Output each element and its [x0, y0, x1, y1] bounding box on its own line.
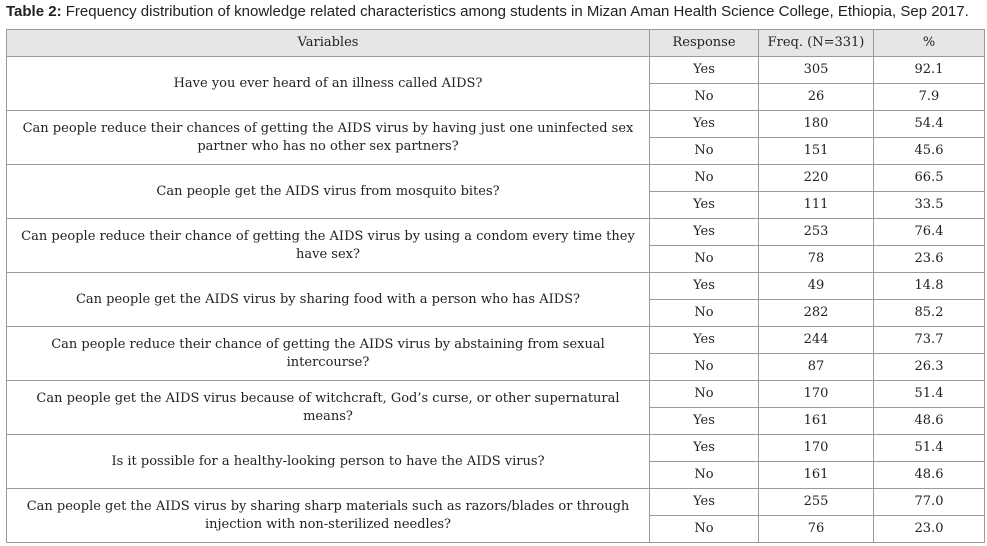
percent-cell: 54.4 — [874, 111, 985, 138]
percent-cell: 85.2 — [874, 300, 985, 327]
frequency-cell: 255 — [759, 489, 874, 516]
percent-cell: 73.7 — [874, 327, 985, 354]
table-row — [7, 57, 985, 84]
table-row — [7, 273, 985, 300]
table-row — [7, 165, 985, 192]
frequency-cell: 161 — [759, 462, 874, 489]
frequency-cell: 76 — [759, 516, 874, 543]
frequency-cell: 151 — [759, 138, 874, 165]
table-row — [7, 381, 985, 408]
percent-cell: 23.6 — [874, 246, 985, 273]
table-caption — [6, 3, 986, 21]
header-frequency: Freq. (N=331) — [759, 30, 874, 57]
response-cell: No — [650, 516, 759, 543]
percent-cell: 76.4 — [874, 219, 985, 246]
header-percent: % — [874, 30, 985, 57]
frequency-cell: 180 — [759, 111, 874, 138]
table-caption-label: Table 2: — [6, 3, 62, 20]
table-row — [7, 489, 985, 516]
frequency-cell: 220 — [759, 165, 874, 192]
percent-cell: 51.4 — [874, 381, 985, 408]
table-row — [7, 435, 985, 462]
response-cell: Yes — [650, 57, 759, 84]
variable-cell: Can people get the AIDS virus because of witchcraft, God’s curse, or other supernatural means? — [7, 381, 650, 435]
response-cell: No — [650, 381, 759, 408]
table-row — [7, 111, 985, 138]
response-cell: Yes — [650, 489, 759, 516]
percent-cell: 48.6 — [874, 408, 985, 435]
frequency-cell: 78 — [759, 246, 874, 273]
response-cell: No — [650, 354, 759, 381]
frequency-cell: 282 — [759, 300, 874, 327]
percent-cell: 14.8 — [874, 273, 985, 300]
knowledge-table — [6, 29, 985, 543]
percent-cell: 45.6 — [874, 138, 985, 165]
variable-cell: Have you ever heard of an illness called AIDS? — [7, 57, 650, 111]
response-cell: Yes — [650, 408, 759, 435]
response-cell: Yes — [650, 192, 759, 219]
percent-cell: 33.5 — [874, 192, 985, 219]
percent-cell: 48.6 — [874, 462, 985, 489]
variable-cell: Can people reduce their chance of getting the AIDS virus by using a condom every time they have sex? — [7, 219, 650, 273]
percent-cell: 92.1 — [874, 57, 985, 84]
frequency-cell: 87 — [759, 354, 874, 381]
frequency-cell: 111 — [759, 192, 874, 219]
percent-cell: 23.0 — [874, 516, 985, 543]
frequency-cell: 170 — [759, 381, 874, 408]
percent-cell: 7.9 — [874, 84, 985, 111]
frequency-cell: 49 — [759, 273, 874, 300]
response-cell: Yes — [650, 273, 759, 300]
response-cell: No — [650, 300, 759, 327]
variable-cell: Can people get the AIDS virus from mosquito bites? — [7, 165, 650, 219]
variable-cell: Can people reduce their chance of getting the AIDS virus by abstaining from sexual intercourse? — [7, 327, 650, 381]
variable-cell: Can people reduce their chances of getting the AIDS virus by having just one uninfected sex partner who has no other sex partners? — [7, 111, 650, 165]
frequency-cell: 26 — [759, 84, 874, 111]
percent-cell: 51.4 — [874, 435, 985, 462]
table-caption-text: Frequency distribution of knowledge related characteristics among students in Mizan Aman Health Science College, Ethiopia, Sep 2017. — [61, 3, 969, 20]
percent-cell: 26.3 — [874, 354, 985, 381]
response-cell: Yes — [650, 111, 759, 138]
frequency-cell: 244 — [759, 327, 874, 354]
variable-cell: Is it possible for a healthy-looking person to have the AIDS virus? — [7, 435, 650, 489]
table-row — [7, 327, 985, 354]
header-variables: Variables — [7, 30, 650, 57]
variable-cell: Can people get the AIDS virus by sharing food with a person who has AIDS? — [7, 273, 650, 327]
response-cell: No — [650, 165, 759, 192]
header-response: Response — [650, 30, 759, 57]
frequency-cell: 305 — [759, 57, 874, 84]
percent-cell: 66.5 — [874, 165, 985, 192]
response-cell: No — [650, 138, 759, 165]
frequency-cell: 253 — [759, 219, 874, 246]
response-cell: Yes — [650, 219, 759, 246]
response-cell: No — [650, 84, 759, 111]
frequency-cell: 170 — [759, 435, 874, 462]
header-row — [7, 30, 985, 57]
response-cell: Yes — [650, 327, 759, 354]
response-cell: No — [650, 246, 759, 273]
response-cell: Yes — [650, 435, 759, 462]
variable-cell: Can people get the AIDS virus by sharing sharp materials such as razors/blades or through injection with non-sterilized needles? — [7, 489, 650, 543]
table-row — [7, 219, 985, 246]
response-cell: No — [650, 462, 759, 489]
percent-cell: 77.0 — [874, 489, 985, 516]
table-body — [7, 57, 985, 543]
frequency-cell: 161 — [759, 408, 874, 435]
